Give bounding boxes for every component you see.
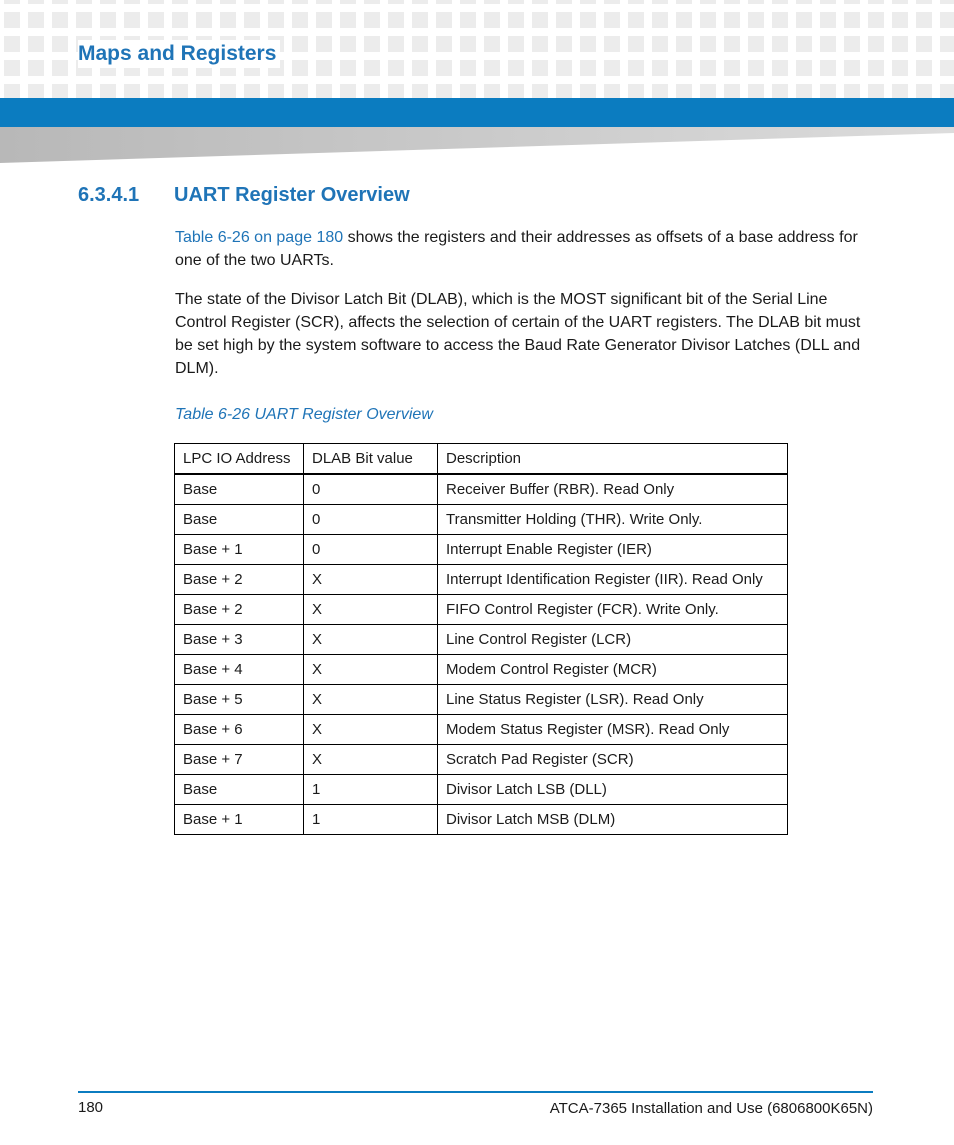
table-row: [175, 505, 788, 535]
section-title: UART Register Overview: [174, 184, 410, 206]
table-reference-link[interactable]: Table 6-26 on page 180: [175, 229, 344, 246]
cell-address: Base + 5: [175, 685, 304, 715]
cell-description: Line Status Register (LSR). Read Only: [438, 685, 788, 715]
chapter-title: Maps and Registers: [78, 40, 280, 68]
header-swoosh: [0, 127, 954, 163]
section-heading: [78, 184, 410, 207]
cell-description: Modem Status Register (MSR). Read Only: [438, 715, 788, 745]
table-row: [175, 775, 788, 805]
table-row: [175, 655, 788, 685]
cell-dlab: 0: [304, 505, 438, 535]
cell-dlab: X: [304, 595, 438, 625]
cell-address: Base + 2: [175, 565, 304, 595]
column-header-dlab: DLAB Bit value: [304, 444, 438, 475]
cell-address: Base: [175, 505, 304, 535]
dlab-paragraph: The state of the Divisor Latch Bit (DLAB), which is the MOST significant bit of the Serial Line Control Register (SCR), affects the selection of certain of the UART registers. The DLAB bit must be set high by the system software to access the Baud Rate Generator Divisor Latches (DLL and DLM).: [175, 291, 861, 377]
table-row: [175, 474, 788, 505]
intro-paragraph: [175, 226, 873, 272]
cell-description: Interrupt Identification Register (IIR). Read Only: [438, 565, 788, 595]
section-number: 6.3.4.1: [78, 184, 140, 206]
footer-rule: [78, 1091, 873, 1093]
cell-address: Base + 4: [175, 655, 304, 685]
cell-address: Base + 7: [175, 745, 304, 775]
cell-dlab: X: [304, 565, 438, 595]
uart-register-table: [174, 443, 788, 835]
cell-dlab: X: [304, 745, 438, 775]
cell-description: Transmitter Holding (THR). Write Only.: [438, 505, 788, 535]
intro-text: shows the registers and their addresses as offsets of a base address for one of the two UARTs.: [175, 229, 858, 269]
column-header-address: LPC IO Address: [175, 444, 304, 475]
cell-dlab: X: [304, 715, 438, 745]
cell-address: Base + 1: [175, 535, 304, 565]
cell-address: Base + 2: [175, 595, 304, 625]
table-row: [175, 535, 788, 565]
cell-dlab: 0: [304, 535, 438, 565]
table-row: [175, 805, 788, 835]
cell-dlab: X: [304, 655, 438, 685]
table-header-row: [175, 444, 788, 475]
table-row: [175, 745, 788, 775]
cell-dlab: X: [304, 685, 438, 715]
table-row: [175, 715, 788, 745]
table-row: [175, 625, 788, 655]
table-row: [175, 565, 788, 595]
cell-dlab: 1: [304, 805, 438, 835]
table-caption: Table 6-26 UART Register Overview: [175, 406, 433, 423]
cell-address: Base: [175, 474, 304, 505]
document-title: ATCA-7365 Installation and Use (6806800K65N): [549, 1100, 873, 1117]
page-number: 180: [78, 1099, 104, 1116]
cell-address: Base + 3: [175, 625, 304, 655]
cell-description: Interrupt Enable Register (IER): [438, 535, 788, 565]
cell-description: FIFO Control Register (FCR). Write Only.: [438, 595, 788, 625]
cell-dlab: 1: [304, 775, 438, 805]
column-header-description: Description: [438, 444, 788, 475]
cell-address: Base + 1: [175, 805, 304, 835]
cell-description: Divisor Latch LSB (DLL): [438, 775, 788, 805]
cell-description: Receiver Buffer (RBR). Read Only: [438, 474, 788, 505]
table-row: [175, 685, 788, 715]
cell-description: Line Control Register (LCR): [438, 625, 788, 655]
cell-dlab: 0: [304, 474, 438, 505]
cell-description: Scratch Pad Register (SCR): [438, 745, 788, 775]
cell-address: Base: [175, 775, 304, 805]
table-row: [175, 595, 788, 625]
cell-address: Base + 6: [175, 715, 304, 745]
cell-description: Modem Control Register (MCR): [438, 655, 788, 685]
cell-description: Divisor Latch MSB (DLM): [438, 805, 788, 835]
cell-dlab: X: [304, 625, 438, 655]
header-band: [0, 98, 954, 127]
